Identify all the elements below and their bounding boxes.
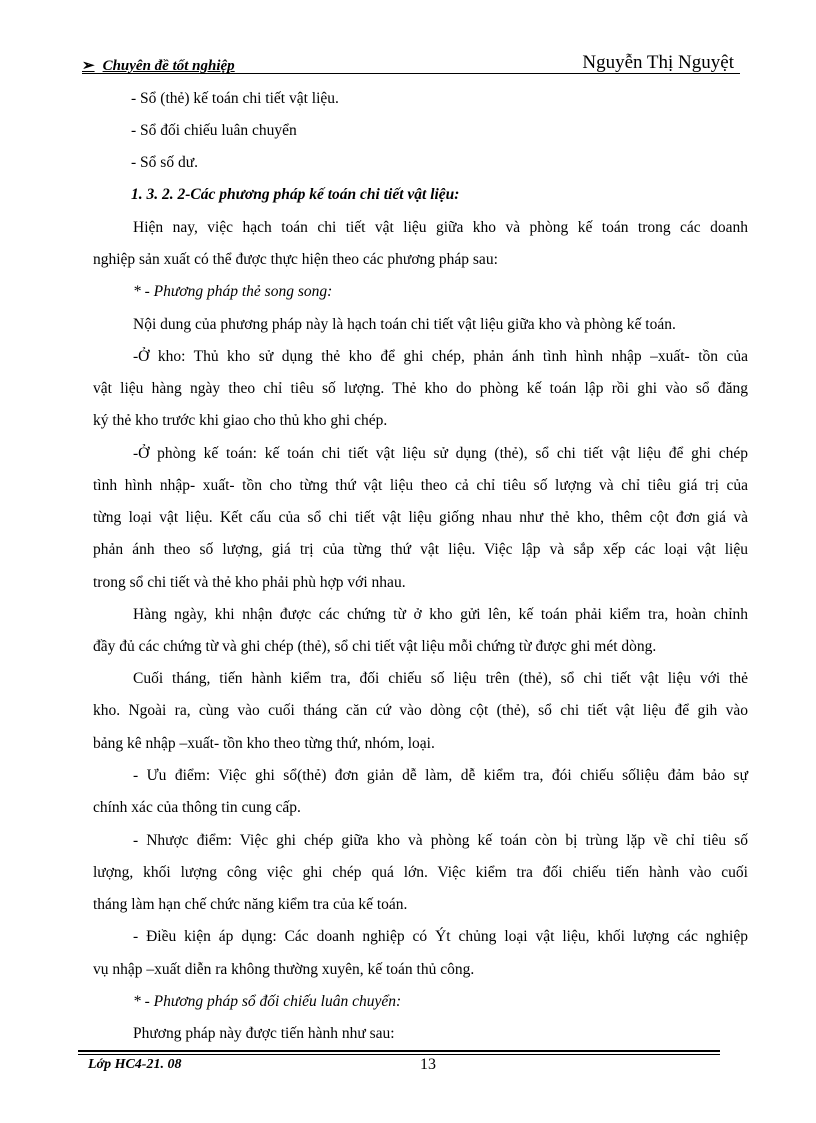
paragraph-line: Phương pháp này được tiến hành như sau: [133, 1025, 395, 1042]
footer-rule-thick [78, 1050, 720, 1052]
paragraph-line: tình hình nhập- xuất- tồn cho từng thứ vật liệu theo cả chỉ tiêu số lượng và chỉ tiêu giá trị của [93, 477, 748, 494]
paragraph-line: - Nhược điểm: Việc ghi chép giữa kho và phòng kế toán còn bị trùng lặp về chỉ tiêu số [133, 832, 748, 849]
paragraph-line: -Ở kho: Thủ kho sử dụng thẻ kho để ghi chép, phản ánh tình hình nhập –xuất- tồn của [133, 348, 748, 365]
arrow-bullet-icon: ➢ [82, 58, 95, 74]
paragraph-line: nghiệp sản xuất có thể được thực hiện theo các phương pháp sau: [93, 251, 498, 268]
paragraph-line: kho. Ngoài ra, cùng vào cuối tháng căn cứ vào dòng cột (thẻ), sổ chi tiết vật liệu để gih vào [93, 702, 748, 719]
header-rule [82, 73, 740, 74]
paragraph-line: lượng, khối lượng công việc ghi chép quá lớn. Việc kiểm tra đối chiếu tiến hành vào cuối [93, 864, 748, 881]
paragraph-line: Nội dung của phương pháp này là hạch toán chi tiết vật liệu giữa kho và phòng kế toán. [133, 316, 676, 333]
footer-class-label: Lớp HC4-21. 08 [88, 1057, 182, 1072]
list-item: - Sổ (thẻ) kế toán chi tiết vật liệu. [131, 90, 339, 107]
paragraph-line: phản ánh theo số lượng, giá trị của từng thứ vật liệu. Việc lập và sắp xếp các loại vật liệu [93, 541, 748, 558]
subsection-heading: * - Phương pháp sổ đối chiếu luân chuyển: [133, 993, 402, 1010]
page-header [82, 50, 740, 74]
page-number: 13 [420, 1056, 436, 1073]
paragraph-line: ký thẻ kho trước khi giao cho thủ kho ghi chép. [93, 412, 388, 429]
subsection-heading: * - Phương pháp thẻ song song: [133, 283, 333, 300]
footer-rule-thin [78, 1054, 720, 1055]
list-item: - Sổ đối chiếu luân chuyển [131, 122, 297, 139]
header-author: Nguyễn Thị Nguyệt [582, 52, 734, 73]
paragraph-line: bảng kê nhập –xuất- tồn kho theo từng thứ, nhóm, loại. [93, 735, 435, 752]
paragraph-line: - Ưu điểm: Việc ghi sổ(thẻ) đơn giản dễ làm, dễ kiểm tra, đói chiếu sốliệu đảm bảo sự [133, 767, 748, 784]
paragraph-line: -Ở phòng kế toán: kế toán chi tiết vật liệu sử dụng (thẻ), sổ chi tiết vật liệu để ghi chép [133, 445, 748, 462]
list-item: - Sổ số dư. [131, 154, 198, 171]
paragraph-line: vụ nhập –xuất diễn ra không thường xuyên, kế toán thủ công. [93, 961, 475, 978]
paragraph-line: từng loại vật liệu. Kết cấu của sổ chi tiết vật liệu giống nhau như thẻ kho, thêm cột đơn giá và [93, 509, 748, 526]
paragraph-line: tháng làm hạn chế chức năng kiểm tra của kế toán. [93, 896, 408, 913]
section-heading: 1. 3. 2. 2-Các phương pháp kế toán chi tiết vật liệu: [131, 186, 460, 203]
header-title-text: Chuyên đề tốt nghiệp [102, 58, 235, 74]
paragraph-line: Hiện nay, việc hạch toán chi tiết vật liệu giữa kho và phòng kế toán trong các doanh [133, 219, 748, 236]
paragraph-line: vật liệu hàng ngày theo chỉ tiêu số lượng. Thẻ kho do phòng kế toán lập rồi ghi vào sổ đăng [93, 380, 748, 397]
paragraph-line: chính xác của thông tin cung cấp. [93, 799, 301, 816]
paragraph-line: Cuối tháng, tiến hành kiểm tra, đối chiếu số liệu trên (thẻ), sổ chi tiết vật liệu với thẻ [133, 670, 748, 687]
paragraph-line: - Điều kiện áp dụng: Các doanh nghiệp có Ýt chủng loại vật liệu, khối lượng các nghiệp [133, 928, 748, 945]
paragraph-line: trong sổ chi tiết và thẻ kho phải phù hợp với nhau. [93, 574, 406, 591]
paragraph-line: đầy đủ các chứng từ và ghi chép (thẻ), sổ chi tiết vật liệu mỗi chứng từ được ghi mét dòng. [93, 638, 657, 655]
paragraph-line: Hàng ngày, khi nhận được các chứng từ ở kho gửi lên, kế toán phải kiểm tra, hoàn chỉnh [133, 606, 748, 623]
